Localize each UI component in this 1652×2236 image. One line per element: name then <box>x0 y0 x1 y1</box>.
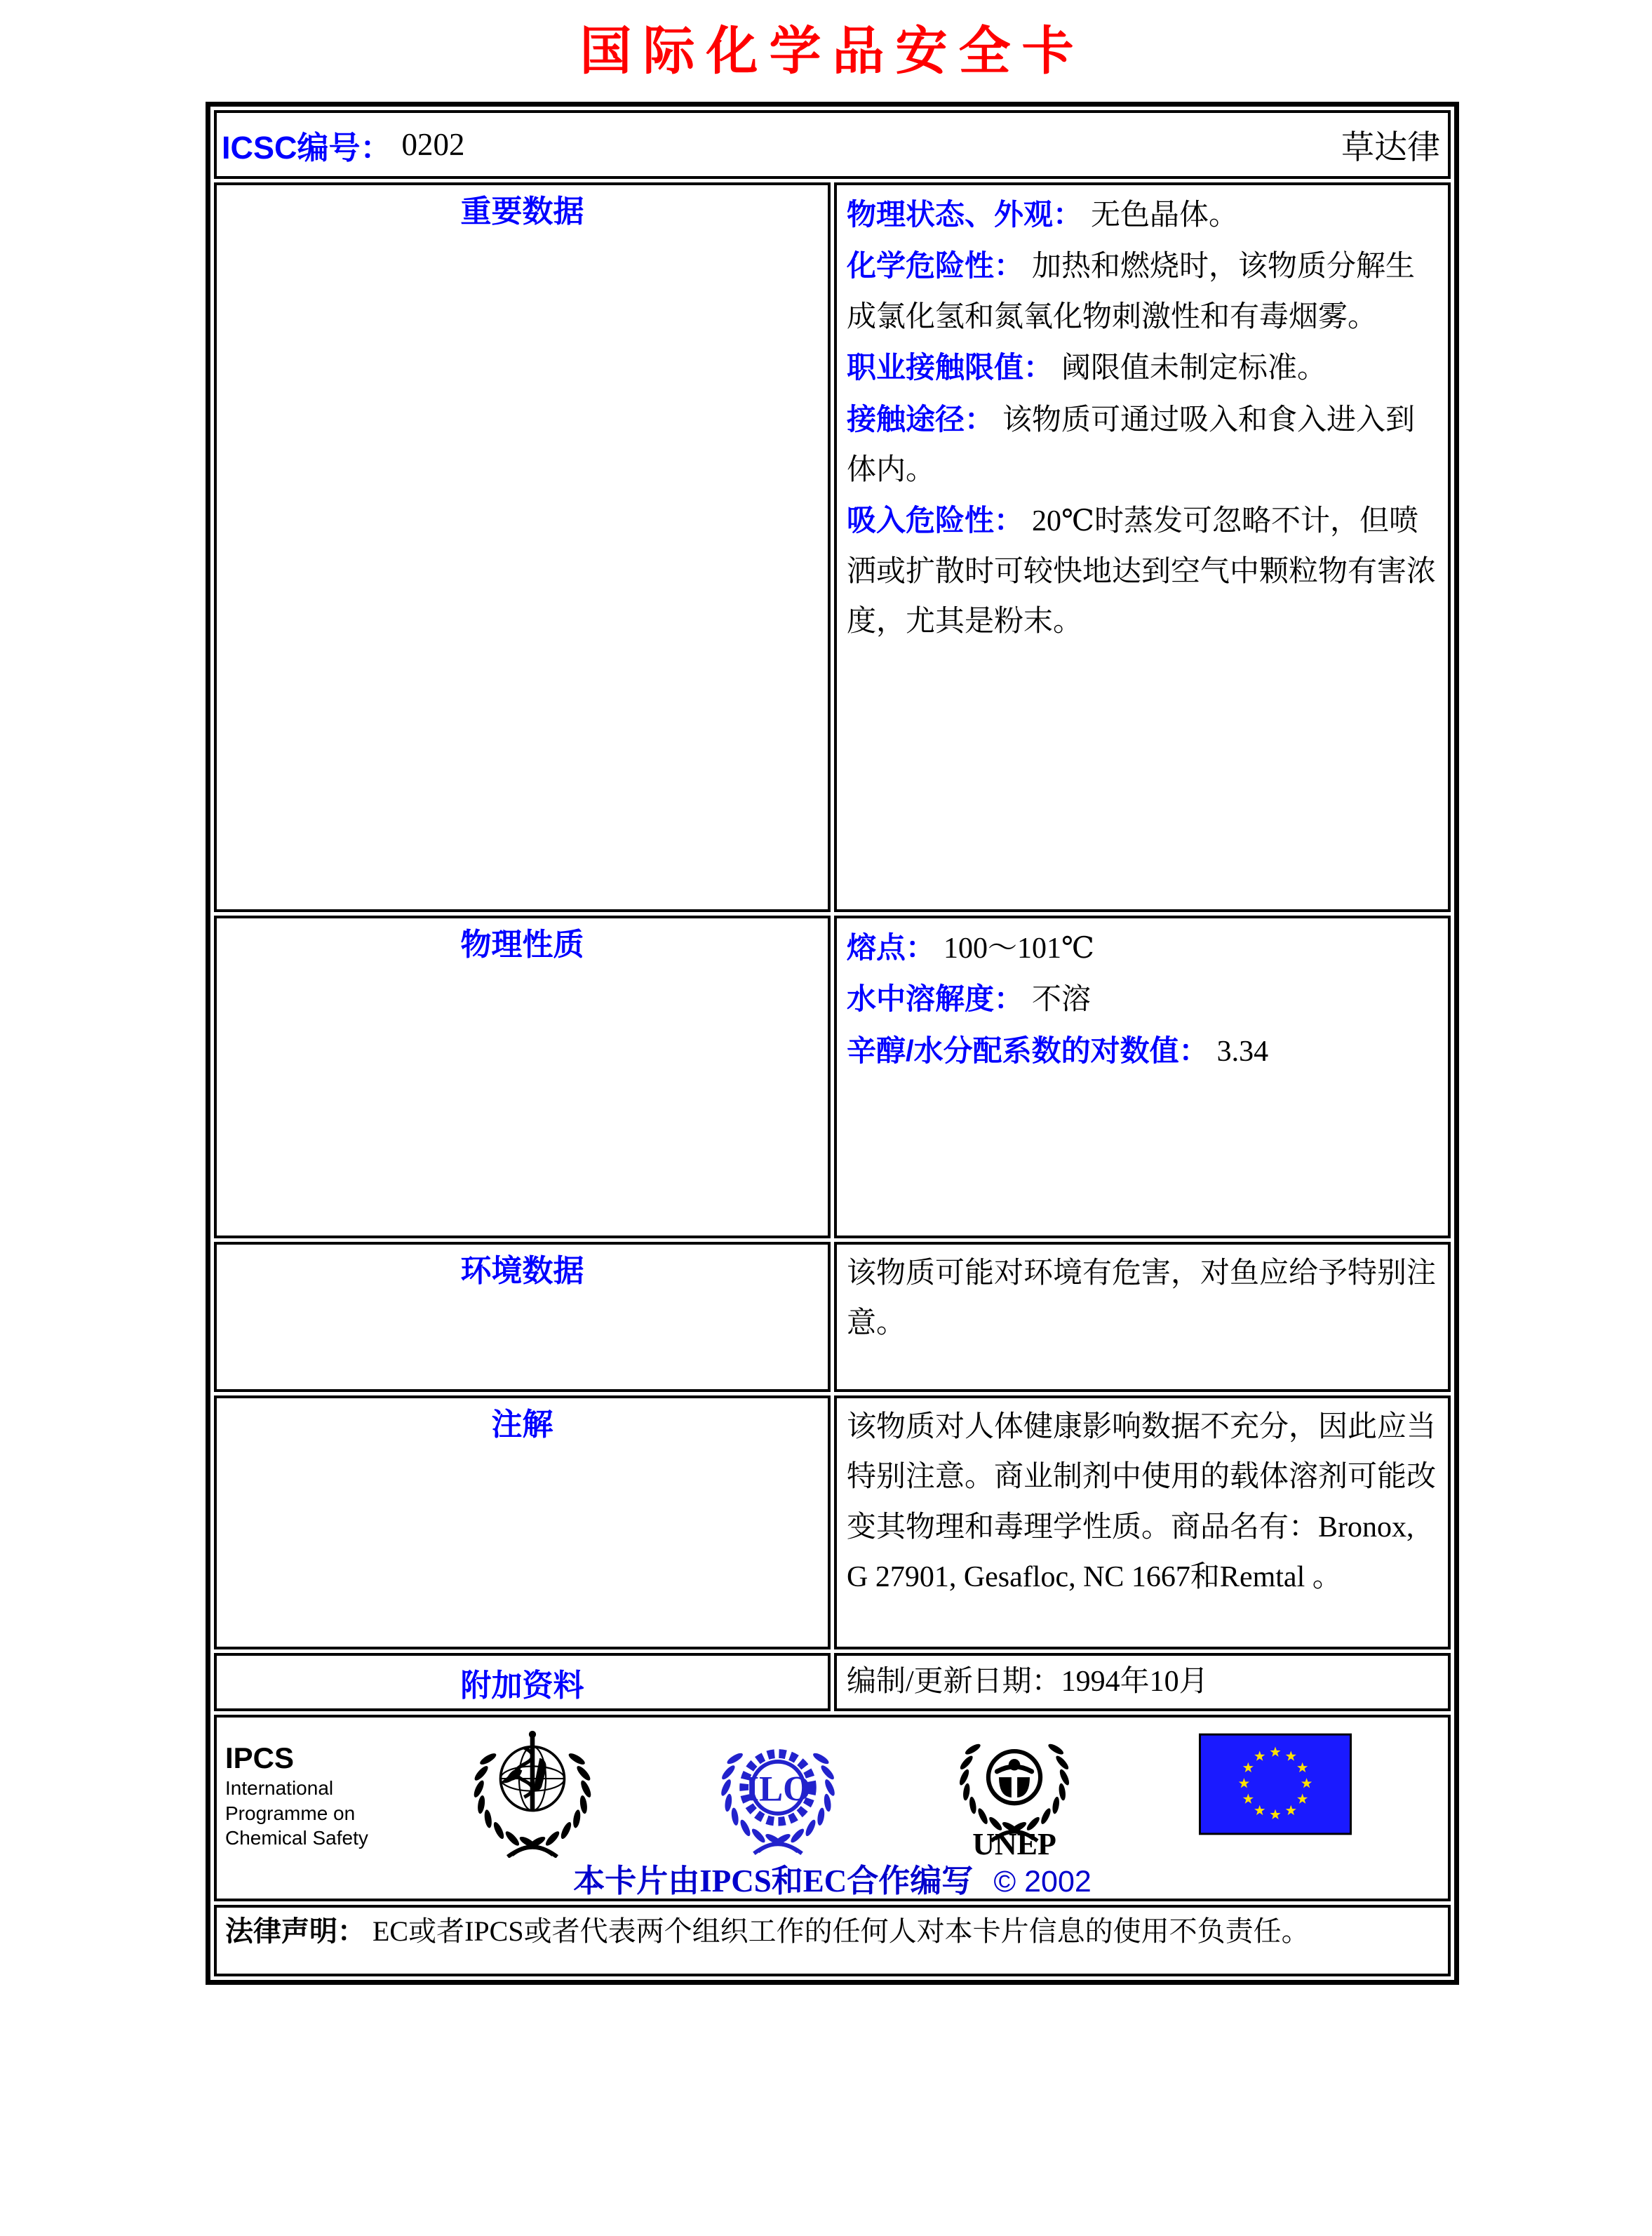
important-data-content <box>834 182 1451 912</box>
section-label-additional-info: 附加资料 <box>214 1653 831 1711</box>
icsc-number-label: ICSC编号： <box>222 129 392 166</box>
update-date-text: 编制/更新日期：1994年10月 <box>847 1666 1209 1698</box>
logos-row <box>214 1715 1451 1901</box>
ipcs-acronym: IPCS <box>225 1741 295 1775</box>
ipcs-text-block: IPCS International Programme on Chemical Safety <box>225 1741 368 1849</box>
copyright-text: © 2002 <box>993 1865 1092 1899</box>
entry-exposure-routes: 接触途径： 该物质可通过吸入和食入进入到体内。 <box>847 402 1416 486</box>
notes-row <box>214 1395 1451 1649</box>
legal-notice-label: 法律声明： <box>225 1916 365 1948</box>
chemical-name: 草达律 <box>1341 129 1440 166</box>
entry-water-solubility: 水中溶解度： 不溶 <box>847 982 1092 1017</box>
legal-notice-text: EC或者IPCS或者代表两个组织工作的任何人对本卡片信息的使用不负责任。 <box>372 1915 1310 1948</box>
unep-wordmark: UNEP <box>972 1827 1056 1862</box>
icsc-card-table <box>206 102 1459 1985</box>
notes-text: 该物质对人体健康影响数据不充分，因此应当特别注意。商业制剂中使用的载体溶剂可能改变其物理和毒理学性质。商品名有：Bronox, G 27901, Gesafloc, NC 1667和Remtal 。 <box>847 1411 1437 1594</box>
footer-caption <box>217 1855 1448 1901</box>
entry-chemical-danger: 化学危险性： 加热和燃烧时，该物质分解生成氯化氢和氮氧化物刺激性和有毒烟雾。 <box>847 249 1416 333</box>
environmental-data-text: 该物质可能对环境有危害，对鱼应给予特别注意。 <box>847 1257 1437 1340</box>
section-label-important-data: 重要数据 <box>214 182 831 912</box>
unep-logo-icon <box>955 1718 1074 1862</box>
icsc-number-value: 0202 <box>401 127 465 162</box>
entry-physical-state: 物理状态、外观： 无色晶体。 <box>847 198 1239 232</box>
entry-partition-coefficient: 辛醇/水分配系数的对数值： 3.34 <box>847 1033 1269 1068</box>
entry-inhalation-risk: 吸入危险性： 20℃时蒸发可忽略不计，但喷洒或扩散时可较快地达到空气中颗粒物有害浓度，尤其是粉末。 <box>847 504 1437 638</box>
section-label-notes: 注解 <box>214 1395 831 1649</box>
footer-logos <box>217 1718 1448 1899</box>
section-label-environmental-data: 环境数据 <box>214 1242 831 1392</box>
notes-content <box>834 1395 1451 1649</box>
additional-info-row <box>214 1653 1451 1711</box>
header-row <box>214 110 1451 179</box>
environmental-data-content <box>834 1242 1451 1392</box>
section-label-physical-properties: 物理性质 <box>214 916 831 1238</box>
page-title: 国际化学品安全卡 <box>579 23 1085 81</box>
entry-melting-point: 熔点： 100～101℃ <box>847 931 1094 965</box>
icsc-number-group <box>222 122 465 168</box>
additional-info-content <box>834 1653 1451 1711</box>
entry-occupational-limit: 职业接触限值： 阈限值未制定标准。 <box>847 351 1327 385</box>
ilo-logo-icon <box>718 1722 838 1856</box>
caption-text: 本卡片由IPCS和EC合作编写 <box>573 1863 974 1899</box>
environmental-data-row <box>214 1242 1451 1392</box>
legal-notice-row <box>214 1905 1451 1976</box>
physical-properties-row <box>214 916 1451 1238</box>
physical-properties-content <box>834 916 1451 1238</box>
important-data-row <box>214 182 1451 912</box>
ilo-letters: ILO <box>745 1769 811 1809</box>
who-logo-icon <box>466 1719 598 1858</box>
eu-flag-icon <box>1199 1733 1352 1835</box>
